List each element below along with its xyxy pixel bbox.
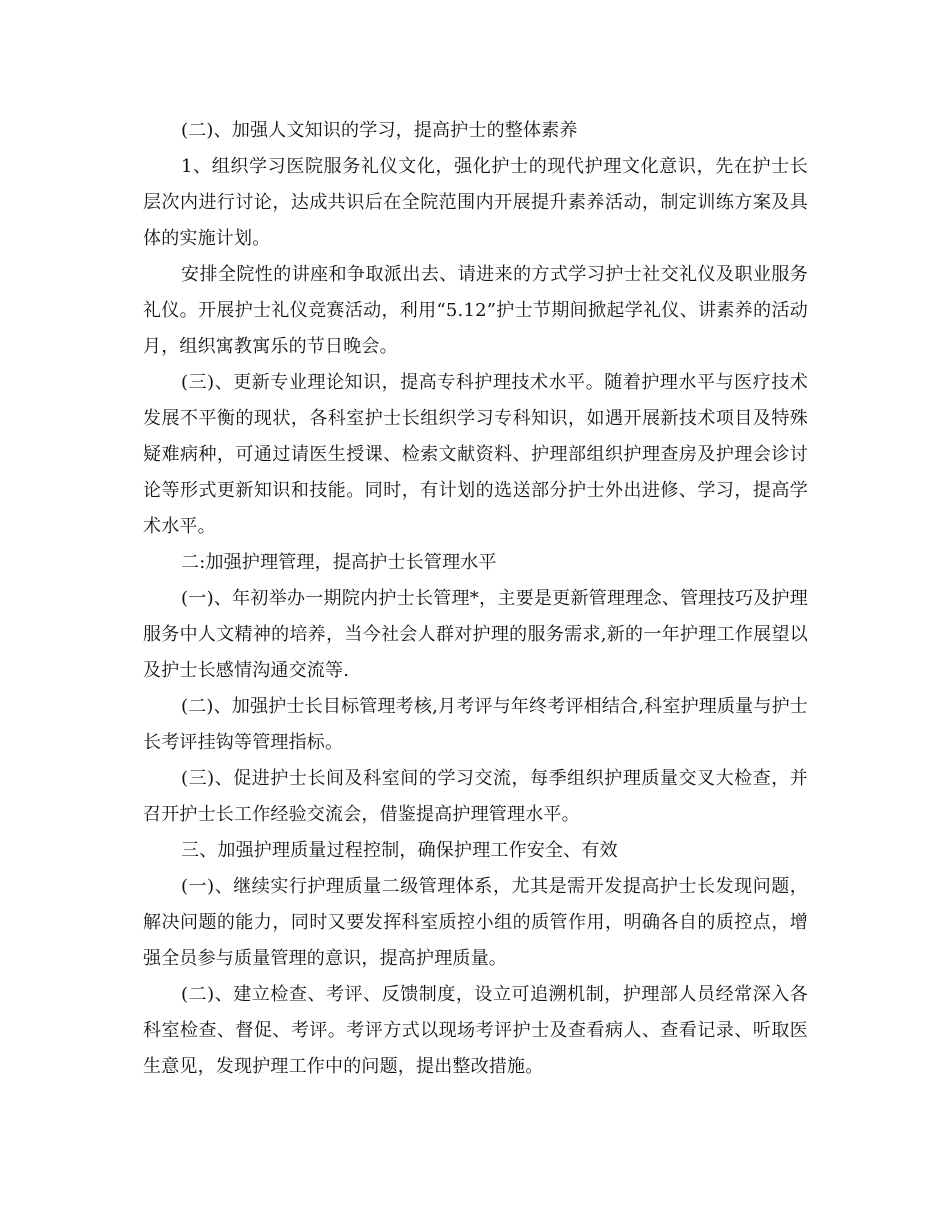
paragraph-section-3-knowledge: (三)、更新专业理论知识，提高专科护理技术水平。随着护理水平与医疗技术发展不平衡的现状，各科室护士长组织学习专科知识，如遇开展新技术项目及特殊疑难病种，可通过请医生授课、检索文献资料、护理部组织护理查房及护理会诊讨论等形式更新知识和技能。同时，有计划的选送部分护士外出进修、学习，提高学术水平。 — [143, 372, 808, 537]
document-body — [143, 113, 808, 1085]
paragraph-head-nurse-training: (一)、年初举办一期院内护士长管理*，主要是更新管理理念、管理技巧及护理服务中人文精神的培养，当今社会人群对护理的服务需求,新的一年护理工作展望以及护士长感情沟通交流等. — [143, 588, 808, 681]
paragraph-etiquette-culture: 1、组织学习医院服务礼仪文化，强化护士的现代护理文化意识，先在护士长层次内进行讨论，达成共识后在全院范围内开展提升素养活动，制定训练方案及具体的实施计划。 — [143, 156, 808, 249]
paragraph-lectures-etiquette: 安排全院性的讲座和争取派出去、请进来的方式学习护士社交礼仪及职业服务礼仪。开展护士礼仪竞赛活动，利用“5.12”护士节期间掀起学礼仪、讲素养的活动月，组织寓教寓乐的节日晚会。 — [143, 264, 808, 357]
paragraph-exchange-inspection: (三)、促进护士长间及科室间的学习交流，每季组织护理质量交叉大检查，并召开护士长工作经验交流会，借鉴提高护理管理水平。 — [143, 768, 808, 825]
paragraph-part-2-heading: 二:加强护理管理，提高护士长管理水平 — [181, 552, 497, 573]
paragraph-target-assessment: (二)、加强护士长目标管理考核,月考评与年终考评相结合,科室护理质量与护士长考评挂钩等管理指标。 — [143, 696, 808, 753]
paragraph-section-2-heading: (二)、加强人文知识的学习，提高护士的整体素养 — [181, 120, 578, 141]
paragraph-part-3-heading: 三、加强护理质量过程控制，确保护理工作安全、有效 — [181, 840, 618, 861]
paragraph-quality-system: (一)、继续实行护理质量二级管理体系，尤其是需开发提高护士长发现问题，解决问题的能力，同时又要发挥科室质控小组的质管作用，明确各自的质控点，增强全员参与质量管理的意识，提高护理质量。 — [143, 876, 808, 969]
paragraph-feedback-system: (二)、建立检查、考评、反馈制度，设立可追溯机制，护理部人员经常深入各科室检查、督促、考评。考评方式以现场考评护士及查看病人、查看记录、听取医生意见，发现护理工作中的问题，提出整改措施。 — [143, 984, 808, 1077]
